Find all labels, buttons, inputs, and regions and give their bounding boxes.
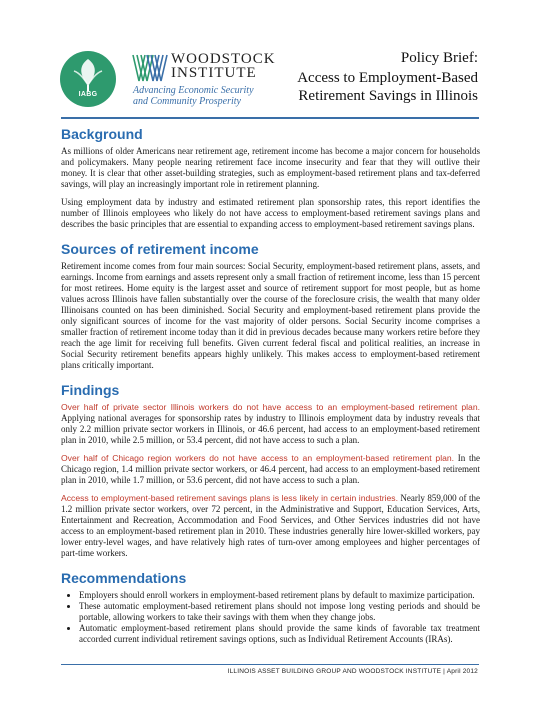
brief-title-line2: Retirement Savings in Illinois <box>298 88 478 104</box>
background-paragraph-1: As millions of older Americans near retirement age, retirement income has become a major concern for households and policymakers. Many people nearing retirement face income insecurity and fear that they will outlive their money. It is clear that other asset-building strategies, such as employment-based retirement plans and tax-deferred savings, will play an increasingly important role in retirement planning. <box>61 146 480 189</box>
finding-paragraph-3 <box>61 493 480 559</box>
recommendation-item-1: • Employers should enroll workers in employment-based retirement plans by default to maximize participation. <box>79 590 480 601</box>
iabg-logo-text: IABG <box>78 91 98 98</box>
finding-lead-2: Over half of Chicago region workers do not have access to an employment-based retirement plan. <box>61 453 455 463</box>
section-heading-sources: Sources of retirement income <box>61 241 259 257</box>
finding-lead-3: Access to employment-based retirement savings plans is less likely in certain industries. <box>61 493 398 503</box>
org-tagline-line2: and Community Prosperity <box>133 96 241 107</box>
background-paragraph-2: Using employment data by industry and estimated retirement plan sponsorship rates, this report identifies the number of Illinois employees who likely do not have access to employment-based retirement savings plans and describes the basic principles that are essential to expanding access to employment-based retirement savings plans. <box>61 197 480 229</box>
org-name-line2: INSTITUTE <box>171 65 257 81</box>
finding-text-2: In the Chicago region, 1.4 million private sector workers, or 46.4 percent, had access to an employment-based retirement plan in 2010, while 1.7 million, or 53.6 percent, did not have access to such a plan. <box>61 453 480 485</box>
finding-lead-1: Over half of private sector Illinois workers do not have access to an employment-based retirement plan. <box>61 402 480 412</box>
document-body <box>61 126 480 645</box>
brief-label: Policy Brief: <box>400 50 478 66</box>
iabg-logo <box>60 51 116 107</box>
recommendations-list <box>61 590 480 645</box>
sources-paragraph: Retirement income comes from four main sources: Social Security, employment-based retirement plans, assets, and earnings. Income from earnings and assets represent only a small fraction of retirement income, less than 15 percent for most retirees. Home equity is the largest asset and source of retirement support for most people, but as home values across Illinois have fallen substantially over the course of the foreclosure crisis, the wealth that many older Illinoisans counted on has been diminished. Social Security and employment-based retirement plans provide the only significant sources of income for the vast majority of older persons. Social Security income comprises a smaller fraction of retirement income today than it did in previous decades because many workers retire before they reach the age limit for receiving full benefits. Given current federal fiscal and political realities, an increase in Social Security retirement benefits appears highly unlikely. This makes access to employment-based retirement plans critically important. <box>61 261 480 370</box>
section-heading-recommendations: Recommendations <box>61 570 187 586</box>
finding-text-3: Nearly 859,000 of the 1.2 million private sector workers, over 72 percent, in the Administrative and Support, Education Services, Arts, Entertainment and Recreation, Accommodation and Food Services, and Other Services industries did not have access to an employment-based retirement plan in 2010. These industries generally hire lower-skilled workers, pay lower entry-level wages, and have relatively high rates of turn-over among employees and higher percentages of part-time workers. <box>61 493 480 558</box>
footer-divider <box>61 664 479 665</box>
header-divider <box>61 117 479 119</box>
finding-paragraph-1 <box>61 402 480 446</box>
org-name-line1: WOODSTOCK <box>171 51 276 67</box>
recommendation-item-3: • Automatic employment-based retirement plans should provide the same kinds of favorable tax treatment accorded current individual retirement savings options, such as Individual Retirement Accounts (IRAs). <box>79 623 480 645</box>
section-heading-findings: Findings <box>61 382 120 398</box>
recommendation-item-2: • These automatic employment-based retirement plans should not impose long vesting periods and should be portable, allowing workers to take their savings with them when they change jobs. <box>79 601 480 623</box>
finding-paragraph-2 <box>61 453 480 486</box>
woodstock-logo-icon <box>132 53 168 83</box>
brief-title-line1: Access to Employment-Based <box>297 70 478 86</box>
finding-text-1: Applying national averages for sponsorship rates by industry to Illinois employment data by industry reveals that only 2.2 million private sector workers in Illinois, or 46.6 percent, had access to an employment-based retirement plan in 2010, while 2.5 million, or 53.4 percent, did not have access to such a plan. <box>61 413 480 445</box>
section-heading-background: Background <box>61 126 143 142</box>
page-footer: ILLINOIS ASSET BUILDING GROUP AND WOODSTOCK INSTITUTE | April 2012 <box>227 668 478 675</box>
iabg-logo-graphic <box>60 51 116 107</box>
org-tagline-line1: Advancing Economic Security <box>133 85 254 96</box>
